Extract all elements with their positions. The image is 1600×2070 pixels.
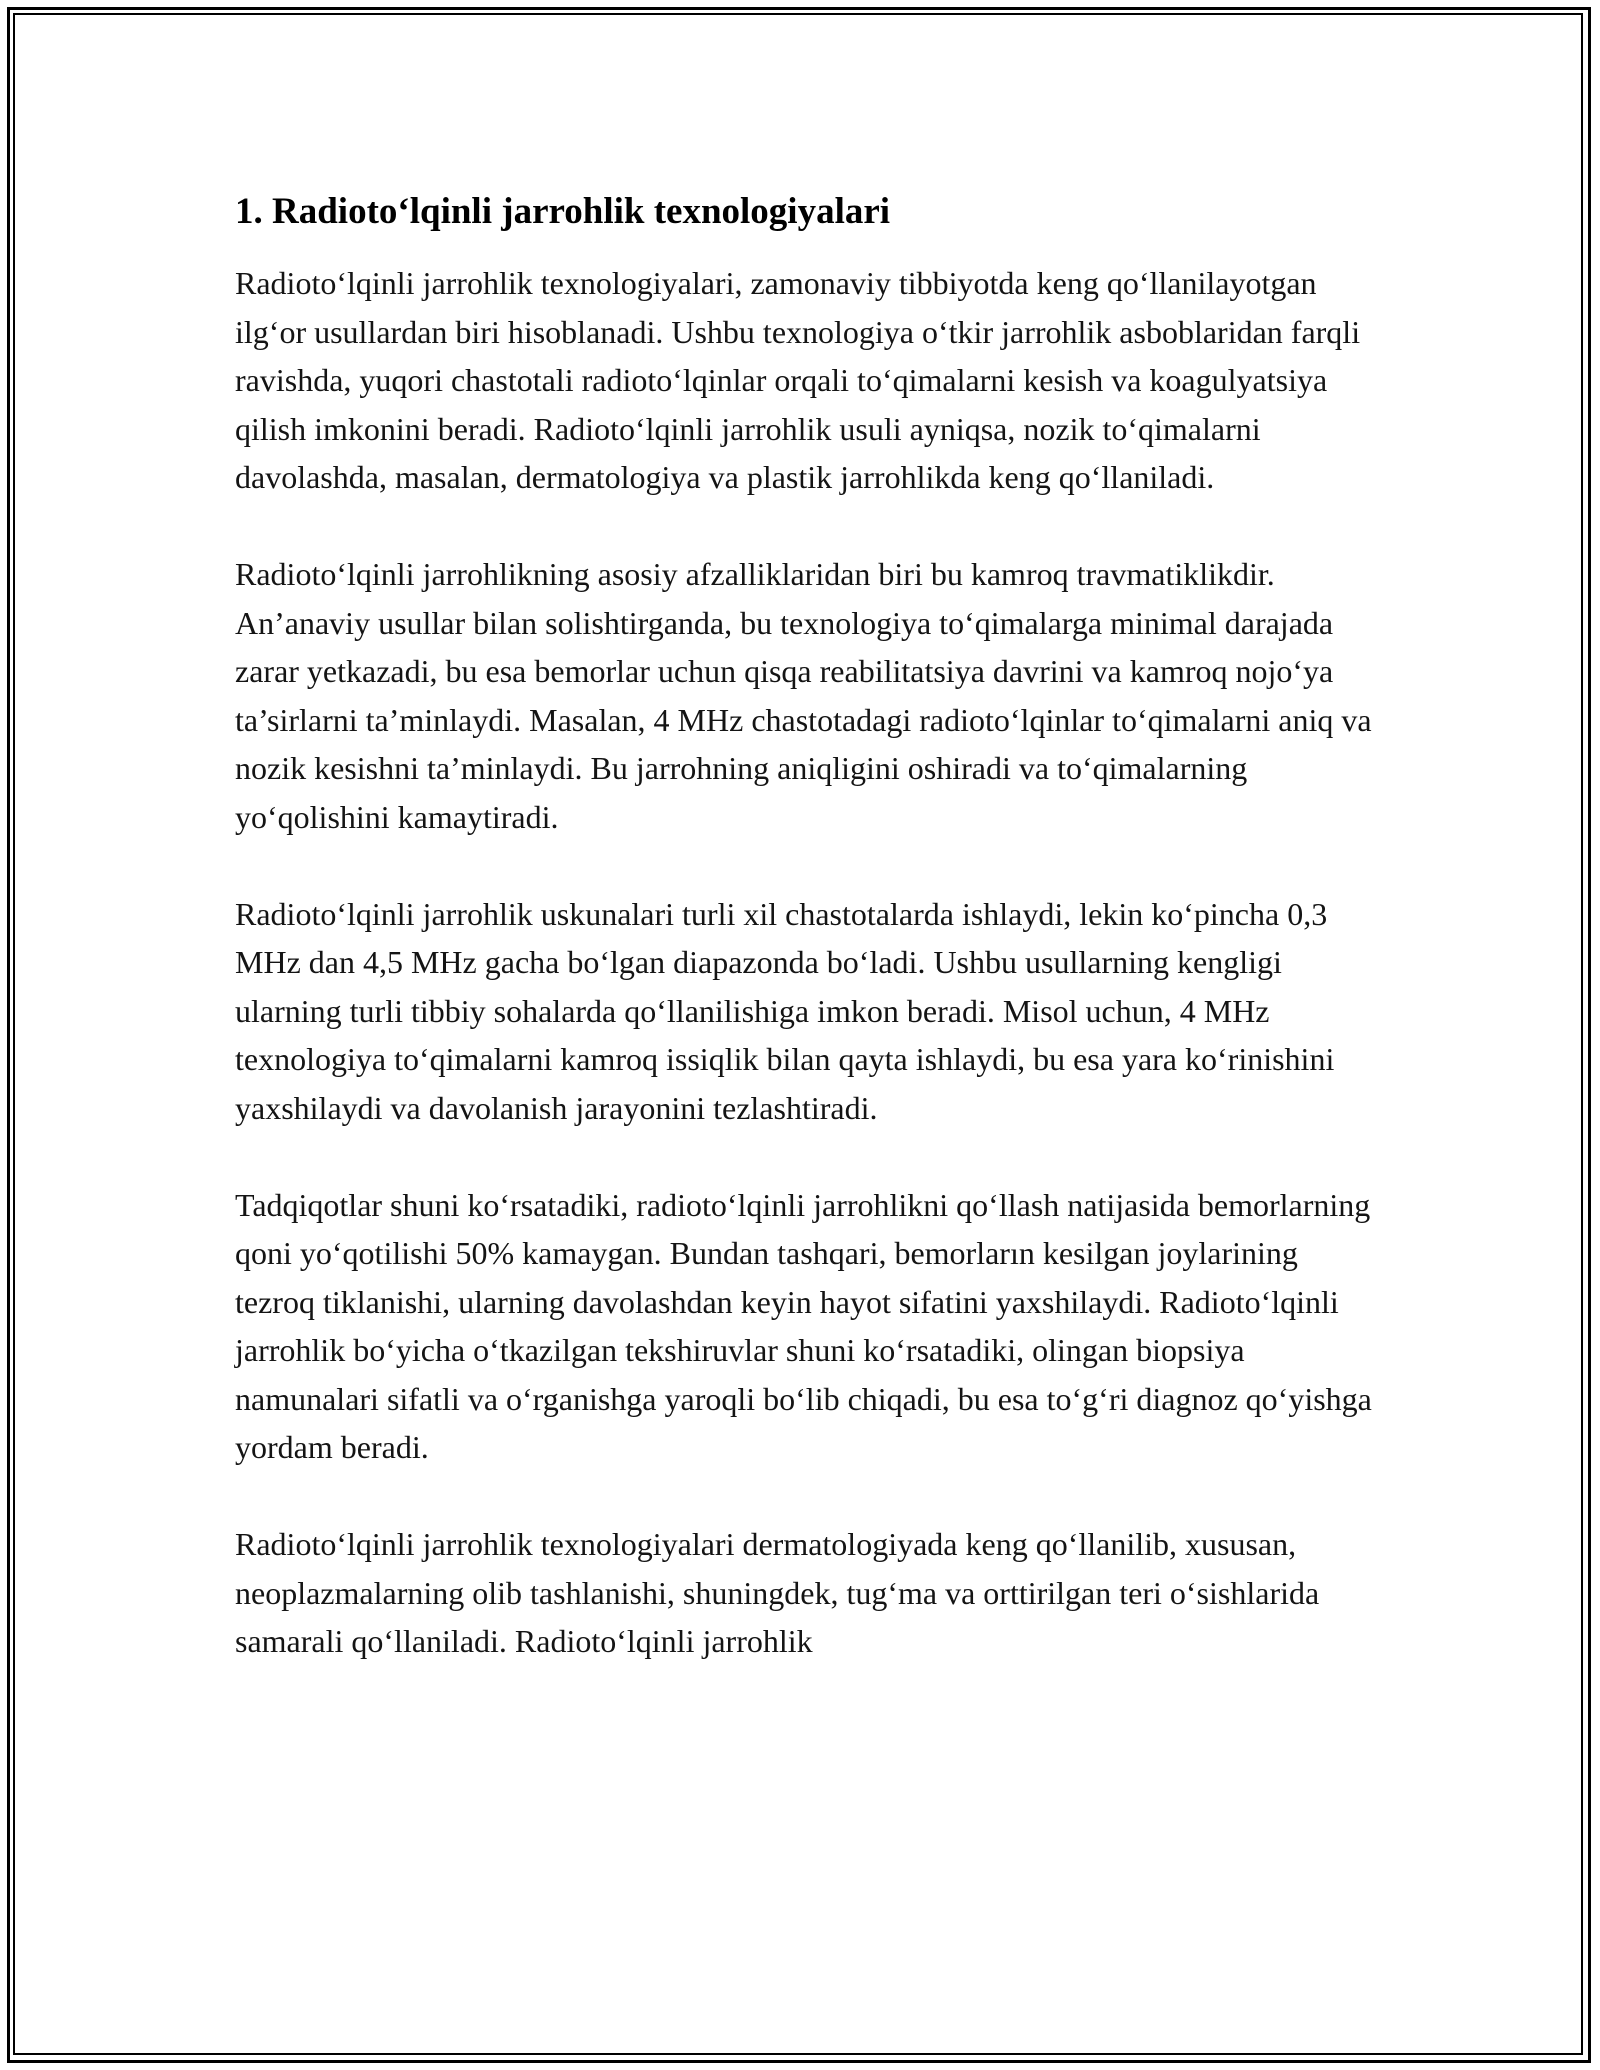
document-body [235, 190, 1375, 1714]
paragraph-5: Radioto‘lqinli jarrohlik texnologiyalari dermatologiyada keng qo‘llanilib, xususan, neoplazmalarning olib tashlanishi, shuningdek, tug‘ma va orttirilgan teri o‘sishlarida samarali qo‘llaniladi. Radioto‘lqinli jarrohlik [235, 1526, 1320, 1659]
paragraph-1: Radioto‘lqinli jarrohlik texnologiyalari, zamonaviy tibbiyotda keng qo‘llanilayotgan ilg‘or usullardan biri hisoblanadi. Ushbu texnologiya o‘tkir jarrohlik asboblaridan farqli ravishda, yuqori chastotali radioto‘lqinlar orqali to‘qimalarni kesish va koagulyatsiya qilish imkonini beradi. Radioto‘lqinli jarrohlik usuli ayniqsa, nozik to‘qimalarni davolashda, masalan, dermatologiya va plastik jarrohlikda keng qo‘llaniladi. [235, 265, 1361, 495]
paragraph-4: Tadqiqotlar shuni ko‘rsatadiki, radioto‘lqinli jarrohlikni qo‘llash natijasida bemorlarning qoni yo‘qotilishi 50% kamaygan. Bundan tashqari, bemorların kesilgan joylarining tezroq tiklanishi, ularning davolashdan keyin hayot sifatini yaxshilaydi. Radioto‘lqinli jarrohlik bo‘yicha o‘tkazilgan tekshiruvlar shuni ko‘rsatadiki, olingan biopsiya namunalari sifatli va o‘rganishga yaroqli bo‘lib chiqadi, bu esa to‘g‘ri diagnoz qo‘yishga yordam beradi. [235, 1186, 1372, 1465]
section-heading: 1. Radioto‘lqinli jarrohlik texnologiyalari [235, 191, 891, 232]
paragraph-2: Radioto‘lqinli jarrohlikning asosiy afzalliklaridan biri bu kamroq travmatiklikdir. An’anaviy usullar bilan solishtirganda, bu texnologiya to‘qimalarga minimal darajada zarar yetkazadi, bu esa bemorlar uchun qisqa reabilitatsiya davrini va kamroq nojo‘ya ta’sirlarni ta’minlaydi. Masalan, 4 MHz chastotadagi radioto‘lqinlar to‘qimalarni aniq va nozik kesishni ta’minlaydi. Bu jarrohning aniqligini oshiradi va to‘qimalarning yo‘qolishini kamaytiradi. [235, 556, 1372, 835]
paragraph-3: Radioto‘lqinli jarrohlik uskunalari turli xil chastotalarda ishlaydi, lekin ko‘pincha 0,3 MHz dan 4,5 MHz gacha bo‘lgan diapazonda bo‘ladi. Ushbu usullarning kengligi ularning turli tibbiy sohalarda qo‘llanilishiga imkon beradi. Misol uchun, 4 MHz texnologiya to‘qimalarni kamroq issiqlik bilan qayta ishlaydi, bu esa yara ko‘rinishini yaxshilaydi va davolanish jarayonini tezlashtiradi. [235, 895, 1335, 1126]
